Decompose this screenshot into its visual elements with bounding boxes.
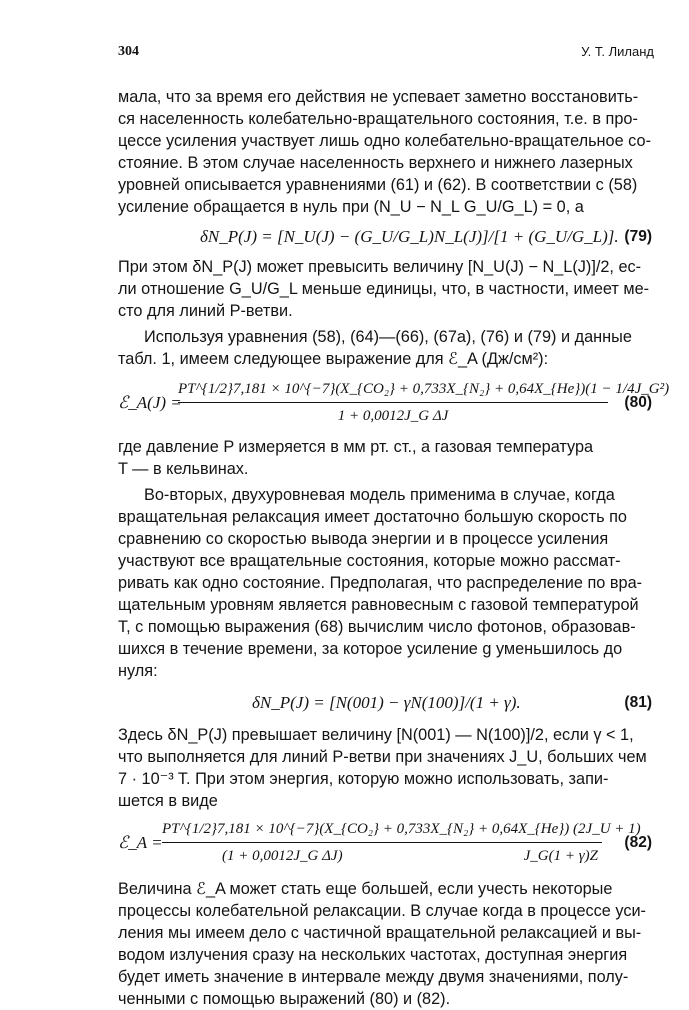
text-line: уровней описывается уравнениями (61) и (62). В соответствии с (58) [118, 176, 638, 194]
text-line: участвуют все вращательные состояния, которые можно рассмат- [118, 552, 621, 570]
equation-82-numerator: PT^{1/2}7,181 × 10^{−7}(X_{CO₂} + 0,733X_{N₂} + 0,64X_{He}) (2J_U + 1) [162, 821, 641, 837]
equation-80 [118, 378, 670, 430]
page-number: 304 [118, 44, 139, 59]
equation-80-lhs: ℰ_A(J) = [118, 393, 182, 412]
equation-81-body: δN_P(J) = [N(001) − γN(100)]/(1 + γ). [252, 693, 521, 712]
text-line: процессы колебательной релаксации. В случае когда в процессе уси- [118, 902, 646, 920]
text-line: Здесь δN_P(J) превышает величину [N(001) — N(100)]/2, если γ < 1, [118, 726, 634, 744]
text-line: что выполняется для линий P-ветви при значениях J_U, больших чем [118, 748, 647, 766]
equation-81-number: (81) [624, 694, 652, 711]
paragraph-1 [118, 86, 654, 218]
paragraph-5 [118, 484, 654, 682]
book-page [118, 38, 670, 1010]
text-line: T, с помощью выражения (68) вычислим число фотонов, образовав- [118, 618, 636, 636]
equation-79-number: (79) [624, 228, 652, 245]
text-line: табл. 1, имеем следующее выражение для ℰ_A (Дж/см²): [118, 350, 549, 368]
fraction-bar [178, 402, 608, 403]
text-line: вращательная релаксация имеет достаточно большую скорость по [118, 508, 627, 526]
text-line: усиление обращается в нуль при (N_U − N_L G_U/G_L) = 0, а [118, 198, 584, 216]
text-line: будет иметь значение в интервале между двумя значениями, полу- [118, 968, 629, 986]
paragraph-6 [118, 724, 654, 812]
text-line: сравнению со скоростью вывода энергии и в процессе усиления [118, 530, 609, 548]
text-line: мала, что за время его действия не успевает заметно восстановить- [118, 88, 639, 106]
equation-80-numerator: PT^{1/2}7,181 × 10^{−7}(X_{CO₂} + 0,733X_{N₂} + 0,64X_{He})(1 − 1/4J_G²) [178, 381, 670, 397]
equation-79-body: δN_P(J) = [N_U(J) − (G_U/G_L)N_L(J)]/[1 + (G_U/G_L)]. [200, 227, 619, 246]
equation-82 [118, 818, 654, 870]
text-line: ся населенность колебательно-вращательного состояния, т.е. в про- [118, 110, 638, 128]
text-line: T — в кельвинах. [118, 460, 249, 478]
text-line: ли отношение G_U/G_L меньше единицы, что, в частности, имеет ме- [118, 280, 650, 298]
text-line: ривать как одно состояние. Предполагая, что распределение по вра- [118, 574, 643, 592]
text-line: Величина ℰ_A может стать еще большей, если учесть некоторые [118, 880, 613, 898]
page-header [118, 38, 654, 62]
text-line: ченными с помощью выражений (80) и (82). [118, 990, 451, 1008]
text-line: шихся в течение времени, за которое усиление g уменьшилось до [118, 640, 623, 658]
equation-80-number: (80) [624, 394, 652, 411]
paragraph-2 [118, 256, 654, 322]
text-line: Используя уравнения (58), (64)—(66), (67а), (76) и (79) и данные [144, 328, 632, 346]
equation-82-lhs: ℰ_A = [118, 833, 163, 852]
equation-82-denominator-left: (1 + 0,0012J_G ΔJ) [222, 848, 343, 864]
fraction-bar [162, 842, 602, 843]
text-line: щательным уровням является равновесным с газовой температурой [118, 596, 639, 614]
text-line: стояние. В этом случае населенность верхнего и нижнего лазерных [118, 154, 633, 172]
equation-79 [118, 222, 654, 252]
text-line: При этом δN_P(J) может превысить величину [N_U(J) − N_L(J)]/2, ес- [118, 258, 642, 276]
equation-82-denominator-right: J_G(1 + γ)Z [523, 848, 598, 864]
text-line: нуля: [118, 662, 158, 680]
text-line: цессе усиления участвует лишь одно колебательно-вращательное со- [118, 132, 651, 150]
equation-82-number: (82) [624, 834, 652, 851]
text-line: где давление P измеряется в мм рт. ст., а газовая температура [118, 438, 594, 456]
equation-81 [118, 686, 654, 720]
paragraph-7 [118, 878, 654, 1010]
text-line: сто для линий P-ветви. [118, 302, 293, 320]
running-head-author: У. Т. Лиланд [581, 44, 654, 59]
text-line: шется в виде [118, 792, 218, 810]
text-line: ления мы имеем дело с частичной вращательной релаксацией и вы- [118, 924, 642, 942]
paragraph-4 [118, 436, 654, 480]
text-line: Во-вторых, двухуровневая модель применима в случае, когда [144, 486, 615, 504]
equation-80-denominator: 1 + 0,0012J_G ΔJ [337, 408, 449, 424]
text-line: водом излучения сразу на нескольких частотах, доступная энергия [118, 946, 628, 964]
paragraph-3 [118, 326, 654, 370]
text-line: 7 · 10⁻³ T. При этом энергия, которую можно использовать, запи- [118, 770, 609, 788]
equation-82-denominator [162, 845, 602, 867]
